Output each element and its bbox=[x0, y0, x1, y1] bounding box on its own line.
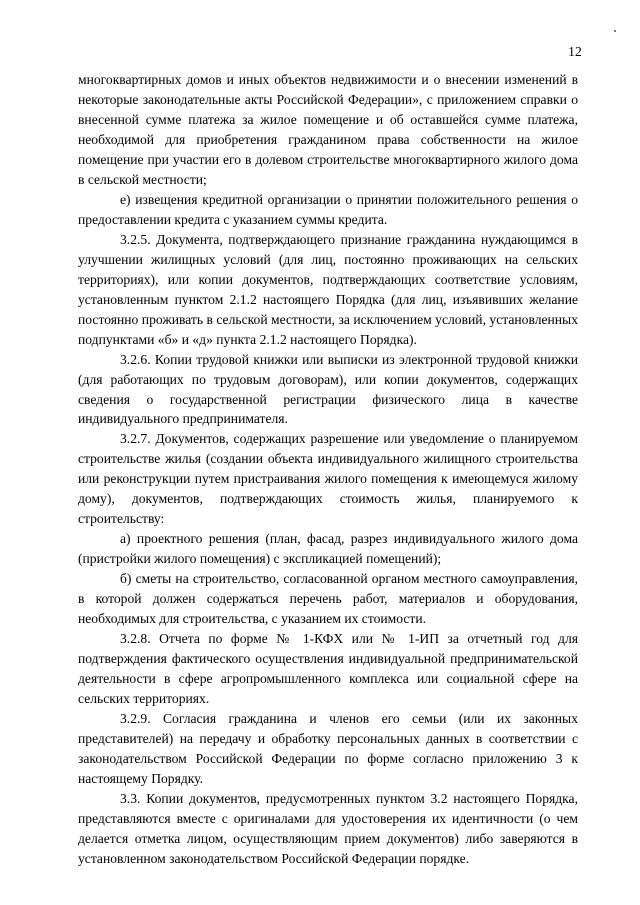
page-corner-mark bbox=[614, 30, 616, 32]
paragraph-3-2-7: 3.2.7. Документов, содержащих разрешение или уведомление о планируемом строительстве жилья (создании объекта индивидуального жилищного строительства или реконструкции путем пристраивания жилого помещения к имеющемуся жилому дому), документов, подтверждающих стоимость жилья, планируемого к строительству: bbox=[78, 431, 578, 527]
paragraph-item-e: е) извещения кредитной организации о принятии положительного решения о предоставлении кредита с указанием суммы кредита. bbox=[78, 191, 578, 227]
paragraph-3-2-6: 3.2.6. Копии трудовой книжки или выписки из электронной трудовой книжки (для работающих по трудовым договорам), или копии документов, содержащих сведения о государственной регистрации физического лица в качестве индивидуального предпринимателя. bbox=[78, 351, 578, 427]
document-body bbox=[78, 70, 578, 869]
paragraph-item-a: а) проектного решения (план, фасад, разрез индивидуального жилого дома (пристройки жилого помещения) с экспликацией помещений); bbox=[78, 531, 578, 567]
paragraph-item-b: б) сметы на строительство, согласованной органом местного самоуправления, в которой должен содержаться перечень работ, материалов и оборудования, необходимых для строительства, с указанием их стоимости. bbox=[78, 571, 578, 627]
paragraph-3-3: 3.3. Копии документов, предусмотренных пунктом 3.2 настоящего Порядка, представляются вместе с оригиналами для удостоверения их идентичности (о чем делается отметка лицом, осуществляющим прием документов) либо заверяются в установленном законодательством Российской Федерации порядке. bbox=[78, 790, 578, 866]
paragraph-3-2-5: 3.2.5. Документа, подтверждающего признание гражданина нуждающимся в улучшении жилищных условий (для лиц, постоянно проживающих на сельских территориях), или копии документов, подтверждающих соответствие условиям, установленным пунктом 2.1.2 настоящего Порядка (для лиц, изъявивших желание постоянно проживать в сельской местности, за исключением условий, установленных подпунктами «б» и «д» пункта 2.1.2 настоящего Порядка). bbox=[78, 231, 578, 347]
paragraph-continuation: многоквартирных домов и иных объектов недвижимости и о внесении изменений в некоторые законодательные акты Российской Федерации», с приложением справки о внесенной сумме платежа за жилое помещение и об оставшейся сумме платежа, необходимой для приобретения гражданином права собственности на жилое помещение при участии его в долевом строительстве многоквартирного жилого дома в сельской местности; bbox=[78, 72, 578, 187]
page-number: 12 bbox=[568, 44, 582, 59]
paragraph-3-2-9: 3.2.9. Согласия гражданина и членов его семьи (или их законных представителей) на передачу и обработку персональных данных в соответствии с законодательством Российской Федерации по форме согласно приложению 3 к настоящему Порядку. bbox=[78, 711, 578, 786]
paragraph-3-2-8: 3.2.8. Отчета по форме № 1-КФХ или № 1-ИП за отчетный год для подтверждения фактического осуществления индивидуальной предпринимательской деятельности в сфере агропромышленного комплекса или социальной сфере на сельских территориях. bbox=[78, 631, 578, 707]
